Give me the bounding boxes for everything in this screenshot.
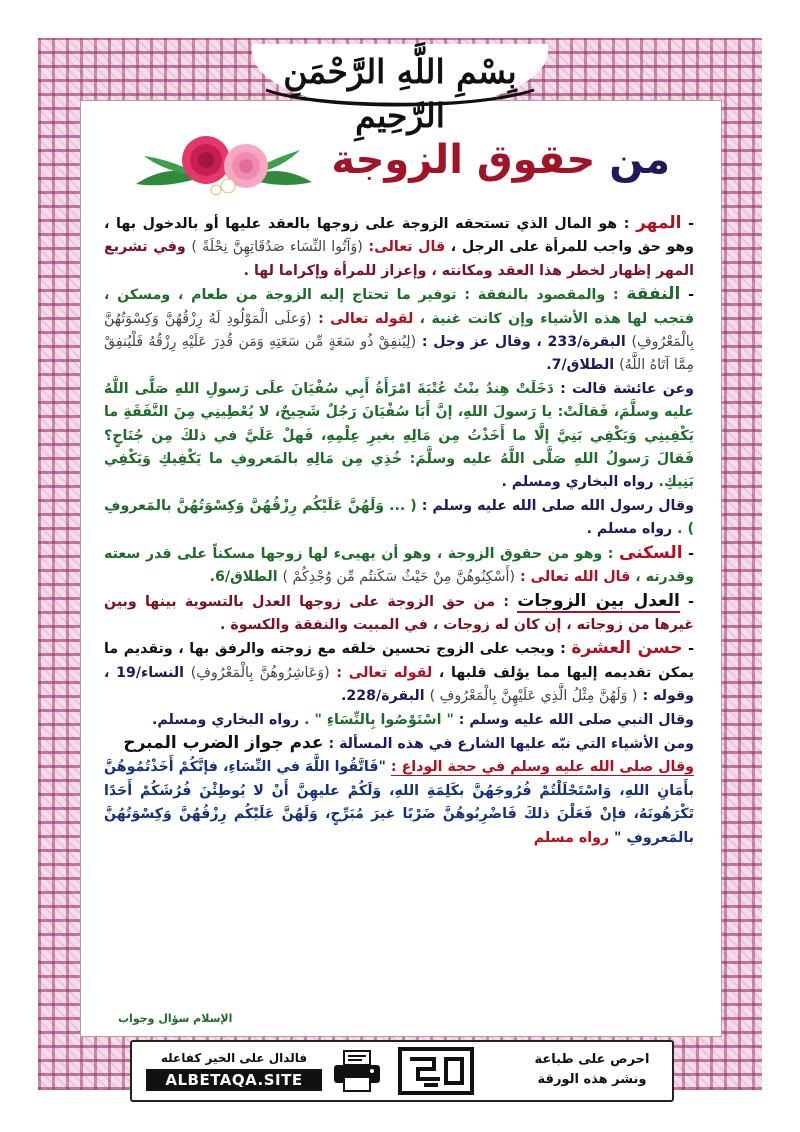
- section-aisha-hadith: [104, 378, 694, 495]
- section-sukna: - السكنى : وهو من حقوق الزوجة ، وهو أن يهيىء لها زوجها مسكناً على قدر سعته وقدرته ، قال الله تعالى : (أَسْكِنُوهُنَّ مِنْ حَيْثُ سَكَنتُم مِّن وُجْدِكُمْ ) الطلاق/6.: [104, 542, 694, 586]
- title-part-1: من: [609, 137, 670, 183]
- ishra-ref-2: البقرة/228.: [341, 688, 425, 705]
- nafaqa-heading: النفقة: [626, 284, 681, 305]
- section-kiswa-hadith: [104, 495, 694, 542]
- ishra-heading: حسن العشرة: [571, 638, 683, 659]
- title-part-2: حقوق الزوجة: [331, 137, 596, 183]
- section-mahr: - المهر : هو المال الذي تستحقه الزوجة على زوجها بالعقد عليها أو بالدخول بها ، وهو حق واجب للمرأة على الرجل ، قال تعالى: (وَآتُوا النِّسَاء صَدُقَاتِهِنَّ نِحْلَةً ) وفي تشريع المهر إظهار لخطر هذا العقد ومكانته ، وإعزاز للمرأة وإكراما لها .: [104, 213, 694, 279]
- darb-heading: عدم جواز الضرب المبرح: [123, 732, 324, 753]
- footer-print-line-2: ونشر هذه الورقة: [537, 1072, 647, 1087]
- footer-site-link[interactable]: ALBETAQA.SITE: [146, 1069, 322, 1091]
- wada-hadith-ref: رواه مسلم: [533, 829, 610, 846]
- dawa-logo-icon: [394, 1045, 478, 1097]
- aisha-hadith-ref: رواه البخاري ومسلم .: [501, 474, 654, 491]
- sukna-verse: (أَسْكِنُوهُنَّ مِنْ حَيْثُ سَكَنتُم مِّن وُجْدِكُمْ ): [282, 569, 515, 586]
- nafaqa-verse-1: (وَعلَى الْمَوْلُودِ لَهُ رِزْقُهُنَّ وَكِسْوَتُهُنَّ بِالْمَعْرُوفِ): [104, 310, 694, 351]
- section-adl: - العدل بين الزوجات : من حق الزوجة على زوجها العدل بالتسوية بينها وبين غيرها من زوجاته ، إن كان له زوجات ، في المبيت والنفقة والكسوة .: [104, 590, 694, 633]
- ishra-ref-1: النساء/19 ، وقوله :: [104, 664, 694, 705]
- nisa-hadith-ref: رواه البخاري ومسلم.: [152, 711, 300, 728]
- aisha-hadith-text: دَخَلَتْ هِندُ بنْتُ عُتْبَةَ امْرَأَةُ أَبِي سُفْيَانَ علَى رَسولِ اللهِ صَلَّى اللَّهُ عليه وسلَّمَ، فَقالَتْ: يا رَسولَ اللهِ، إنَّ أَبَا سُفْيَانَ رَجُلٌ شَحِيحٌ، لا يُعْطِينِي مِنَ النَّفَقَةِ ما يَكْفِينِي وَيَكْفِي بَنِيَّ إلَّا ما أَخَذْتُ مِن مَالِهِ بغيرِ عِلْمِهِ، فَهلْ عَلَيَّ في ذلكَ مِن جُنَاحٍ؟ فَقالَ رَسولُ اللهِ صَلَّى اللَّهُ عليه وسلَّمَ: خُذِي مِن مَالِهِ بالمَعروفِ ما يَكْفِيكِ وَيَكْفِي بَنِيكِ.: [104, 380, 694, 491]
- section-ishra: - حسن العشرة : ويجب على الزوج تحسين خلقه مع زوجته والرفق بها ، وتقديم ما يمكن تقديمه إليها مما يؤلف قلبها ، لقوله تعالى : (وَعَاشِرُوهُنَّ بِالْمَعْرُوفِ) النساء/19 ، وقوله : ( وَلَهُنَّ مِثْلُ الَّذِي عَلَيْهِنَّ بِالْمَعْرُوفِ ) البقرة/228.: [104, 638, 694, 705]
- mahr-quote-intro: قال تعالى:: [368, 239, 446, 256]
- kiswa-hadith-text: ( ... وَلَهُنَّ عَلَيْكُم رِزْقُهُنَّ وَكِسْوَتُهُنَّ بالمَعروفِ ) .: [104, 497, 694, 538]
- wada-hadith-text: "فَاتَّقُوا اللَّهَ في النِّسَاءِ، فإنَّكُمْ أَخَذْتُمُوهُنَّ بأَمَانِ اللهِ، وَاسْتَحْلَلْتُمْ فُرُوجَهُنَّ بكَلِمَةِ اللهِ، وَلَكُمْ عليهِنَّ أَنْ لا يُوطِئْنَ فُرُشَكُمْ أَحَدًا تَكْرَهُونَهُ، فإنْ فَعَلْنَ ذلكَ فَاضْرِبُوهُنَّ ضَرْبًا غيرَ مُبَرِّحٍ، وَلَهُنَّ عَلَيْكُم رِزْقُهُنَّ وَكِسْوَتُهُنَّ بالمَعروفِ ": [104, 759, 694, 846]
- footer-tagline: فالدال على الخير كفاعله: [160, 1051, 308, 1065]
- wada-intro: وقال صلى الله عليه وسلم في حجة الوداع :: [390, 759, 694, 776]
- source-note: الإسلام سؤال وجواب: [118, 1012, 233, 1025]
- footer-print-note: [522, 1050, 662, 1090]
- section-darb: [104, 732, 694, 756]
- sukna-text: : وهو من حقوق الزوجة ، وهو أن يهيىء لها زوجها مسكناً على قدر سعته وقدرته ،: [104, 545, 694, 586]
- nafaqa-ref-2: الطلاق/7.: [546, 357, 615, 374]
- section-nisa-hadith: [104, 709, 694, 732]
- calligraphy-swash-icon: [262, 84, 538, 108]
- roses-decoration-icon: [124, 126, 324, 200]
- nisa-hadith-text: " اسْتَوْصُوا بِالنِّسَاءِ " .: [304, 711, 454, 728]
- bismillah-calligraphy: بِسْمِ اللَّهِ الرَّحْمَنِ الرَّحِيمِ: [283, 52, 517, 135]
- sukna-ref: الطلاق/6.: [209, 569, 278, 586]
- kiswa-hadith-ref: رواه مسلم .: [586, 521, 673, 538]
- footer-bar: [130, 1040, 674, 1102]
- kiswa-intro: وقال رسول الله صلى الله عليه وسلم :: [421, 497, 694, 514]
- printer-icon: [330, 1049, 384, 1093]
- footer-site-block: [146, 1049, 322, 1091]
- adl-heading: العدل بين الزوجات: [517, 590, 680, 611]
- ishra-verse-1: (وَعَاشِرُوهُنَّ بِالْمَعْرُوفِ): [190, 664, 330, 681]
- mahr-heading: المهر: [636, 213, 682, 233]
- ishra-verse-2: ( وَلَهُنَّ مِثْلُ الَّذِي عَلَيْهِنَّ بِالْمَعْرُوفِ ): [429, 688, 638, 705]
- sukna-heading: السكنى: [619, 542, 683, 563]
- nafaqa-verse-2: (لِيُنفِقْ ذُو سَعَةٍ مِّن سَعَتِهِ وَمَن قُدِرَ عَلَيْهِ رِزْقُهُ فَلْيُنفِقْ مِمَّا آتَاهُ اللَّهُ): [104, 334, 694, 374]
- sukna-quote-intro: قال الله تعالى :: [519, 569, 631, 586]
- mahr-conclusion: وفي تشريع المهر إظهار لخطر هذا العقد ومكانته ، وإعزاز للمرأة وإكراما لها .: [104, 239, 694, 279]
- nafaqa-quote-intro: لقوله تعالى :: [318, 310, 414, 327]
- nafaqa-text: : والمقصود بالنفقة : توفير ما تحتاج إليه الزوجة من طعام ، ومسكن ، فتجب لها هذه الأشياء وإن كانت غنية ،: [104, 287, 694, 327]
- aisha-heading: وعن عائشة قالت :: [560, 380, 694, 397]
- ishra-quote-intro: لقوله تعالى :: [336, 664, 433, 681]
- page-title: [330, 132, 670, 188]
- mahr-verse: (وَآتُوا النِّسَاء صَدُقَاتِهِنَّ نِحْلَةً ): [191, 239, 363, 256]
- ishra-text: : ويجب على الزوج تحسين خلقه مع زوجته والرفق بها ، وتقديم ما يمكن تقديمه إليها مما يؤلف قلبها ،: [104, 641, 694, 681]
- section-wada-hadith: [104, 756, 694, 850]
- nisa-intro: وقال النبي صلى الله عليه وسلم :: [458, 711, 694, 728]
- section-nafaqa: - النفقة : والمقصود بالنفقة : توفير ما تحتاج إليه الزوجة من طعام ، ومسكن ، فتجب لها هذه الأشياء وإن كانت غنية ، لقوله تعالى : (وَعلَى الْمَوْلُودِ لَهُ رِزْقُهُنَّ وَكِسْوَتُهُنَّ بِالْمَعْرُوفِ) البقرة/233 ، وقال عز وجل : (لِيُنفِقْ ذُو سَعَةٍ مِّن سَعَتِهِ وَمَن قُدِرَ عَلَيْهِ رِزْقُهُ فَلْيُنفِقْ مِمَّا آتَاهُ اللَّهُ) الطلاق/7.: [104, 284, 694, 374]
- darb-intro: ومن الأشياء التي نبّه عليها الشارع في هذه المسألة :: [328, 735, 694, 752]
- footer-print-line-1: احرص على طباعة: [534, 1052, 650, 1067]
- article-body: [104, 212, 694, 1034]
- nafaqa-ref-1: البقرة/233 ، وقال عز وجل :: [421, 334, 626, 351]
- mahr-text: : هو المال الذي تستحقه الزوجة على زوجها بالعقد عليها أو بالدخول بها ، وهو حق واجب للمرأة على الرجل ،: [104, 216, 694, 256]
- adl-text: : من حق الزوجة على زوجها العدل بالتسوية بينها وبين غيرها من زوجاته ، إن كان له زوجات ، في المبيت والنفقة والكسوة .: [104, 593, 694, 633]
